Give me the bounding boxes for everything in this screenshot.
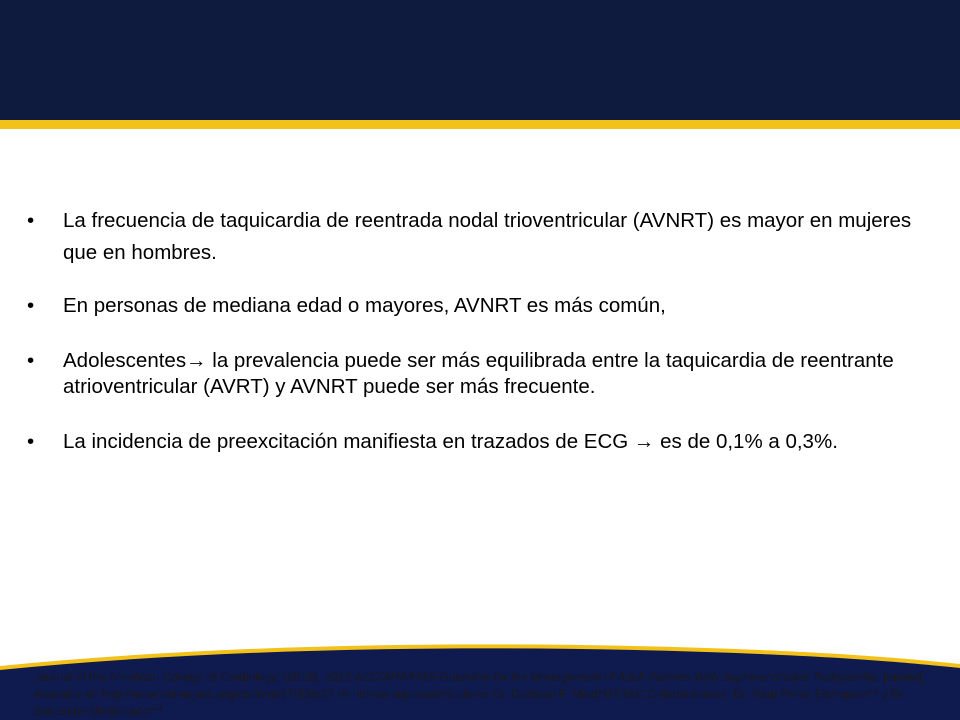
header-accent-stripe (0, 120, 960, 129)
bullet-item (27, 293, 927, 319)
citation-text (33, 669, 938, 720)
bullet-item (27, 205, 927, 269)
bullet-text: La incidencia de preexcitación manifiesta en trazados de ECG → es de 0,1% a 0,3%. (63, 430, 838, 453)
bullet-item (27, 348, 927, 400)
bullet-text: La frecuencia de taquicardia de reentrada nodal trioventricular (AVNRT) es mayor en mujeres que en hombres. (63, 209, 912, 264)
header-band (0, 0, 960, 120)
citation-suffix: . [online] Available at: http://www.onlinejacc.org/content/67/13/e27 /Arritmias supraventriculares Dr. Gustavo F. Maid*MTSAC Colaboradores: Dr. Raúl Pérez Etchepare** y Dr. Sebastián Maldonado*** (33, 670, 922, 718)
bullet-list (27, 205, 927, 484)
bullet-marker: • (27, 209, 35, 232)
bullet-marker: • (27, 294, 35, 317)
bullet-marker: • (27, 349, 35, 372)
bullet-text: Adolescentes→ la prevalencia puede ser más equilibrada entre la taquicardia de reentrante atrioventricular (AVRT) y AVNRT puede ser más frecuente. (63, 349, 894, 398)
bullet-text: En personas de mediana edad o mayores, AVNRT es más común, (63, 294, 666, 317)
bullet-marker: • (27, 430, 35, 453)
bullet-item (27, 429, 927, 455)
citation-title: 2015 ACC/AHA/HRS Guideline for the Management of Adult Patients With Supraventricular Tachycardia (324, 670, 877, 684)
citation-prefix: Journal of the American College of Cardiology. (2015). (33, 670, 325, 684)
